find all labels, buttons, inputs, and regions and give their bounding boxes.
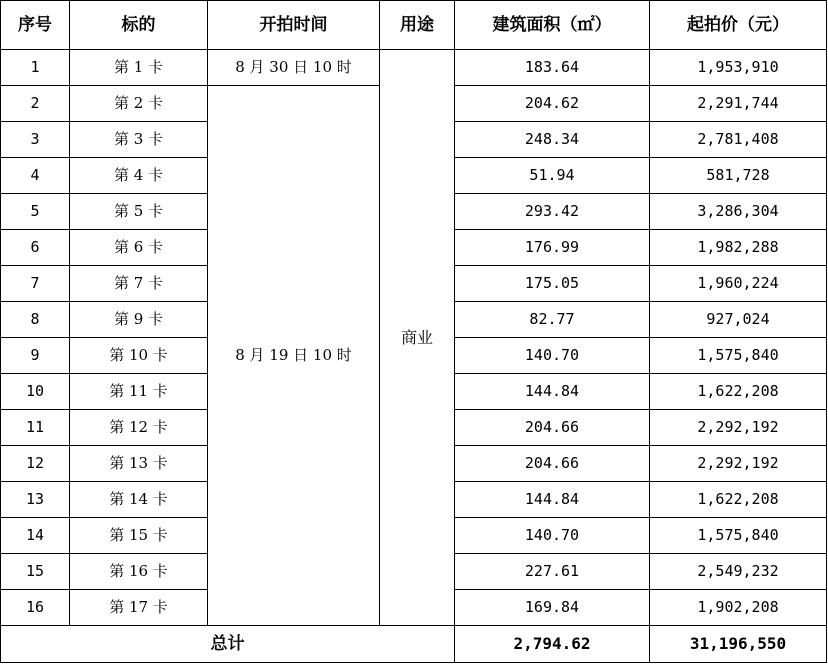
total-label: 总计 [1,626,455,663]
cell-area: 176.99 [455,230,650,266]
header-seq: 序号 [1,1,70,50]
header-lot: 标的 [70,1,208,50]
cell-area: 227.61 [455,554,650,590]
cell-area: 204.66 [455,446,650,482]
cell-area: 82.77 [455,302,650,338]
cell-area: 204.62 [455,86,650,122]
table-header [1,1,827,50]
cell-seq: 7 [1,266,70,302]
total-price: 31,196,550 [650,626,827,663]
header-area: 建筑面积（㎡） [455,1,650,50]
cell-lot: 第 5 卡 [70,194,208,230]
cell-price: 1,575,840 [650,338,827,374]
cell-area: 293.42 [455,194,650,230]
cell-time: 8 月 30 日 10 时 [208,50,380,86]
table-body [1,50,827,626]
header-row [1,1,827,50]
cell-price: 2,292,192 [650,446,827,482]
cell-lot: 第 4 卡 [70,158,208,194]
cell-seq: 1 [1,50,70,86]
header-use: 用途 [380,1,455,50]
cell-price: 2,292,192 [650,410,827,446]
cell-seq: 12 [1,446,70,482]
cell-price: 927,024 [650,302,827,338]
cell-price: 1,622,208 [650,482,827,518]
cell-seq: 15 [1,554,70,590]
cell-area: 140.70 [455,518,650,554]
cell-lot: 第 13 卡 [70,446,208,482]
cell-price: 1,902,208 [650,590,827,626]
cell-area: 183.64 [455,50,650,86]
total-row [1,626,827,663]
cell-area: 248.34 [455,122,650,158]
cell-lot: 第 6 卡 [70,230,208,266]
cell-seq: 14 [1,518,70,554]
cell-lot: 第 9 卡 [70,302,208,338]
cell-area: 144.84 [455,482,650,518]
cell-lot: 第 2 卡 [70,86,208,122]
cell-area: 175.05 [455,266,650,302]
cell-lot: 第 17 卡 [70,590,208,626]
cell-area: 51.94 [455,158,650,194]
cell-lot: 第 3 卡 [70,122,208,158]
table-row [1,50,827,86]
cell-area: 144.84 [455,374,650,410]
header-time: 开拍时间 [208,1,380,50]
cell-seq: 10 [1,374,70,410]
cell-price: 1,982,288 [650,230,827,266]
cell-price: 2,291,744 [650,86,827,122]
cell-time: 8 月 19 日 10 时 [208,86,380,626]
cell-seq: 3 [1,122,70,158]
cell-seq: 2 [1,86,70,122]
cell-price: 581,728 [650,158,827,194]
cell-price: 2,549,232 [650,554,827,590]
cell-lot: 第 10 卡 [70,338,208,374]
cell-price: 1,622,208 [650,374,827,410]
cell-use: 商业 [380,50,455,626]
total-area: 2,794.62 [455,626,650,663]
cell-area: 169.84 [455,590,650,626]
cell-lot: 第 15 卡 [70,518,208,554]
cell-seq: 8 [1,302,70,338]
cell-lot: 第 1 卡 [70,50,208,86]
cell-price: 1,953,910 [650,50,827,86]
cell-seq: 5 [1,194,70,230]
cell-lot: 第 16 卡 [70,554,208,590]
cell-seq: 16 [1,590,70,626]
cell-price: 1,960,224 [650,266,827,302]
cell-price: 2,781,408 [650,122,827,158]
cell-lot: 第 7 卡 [70,266,208,302]
table-footer [1,626,827,663]
cell-lot: 第 14 卡 [70,482,208,518]
cell-price: 3,286,304 [650,194,827,230]
cell-seq: 9 [1,338,70,374]
cell-area: 140.70 [455,338,650,374]
cell-seq: 4 [1,158,70,194]
cell-lot: 第 11 卡 [70,374,208,410]
header-price: 起拍价（元） [650,1,827,50]
cell-lot: 第 12 卡 [70,410,208,446]
cell-area: 204.66 [455,410,650,446]
cell-seq: 11 [1,410,70,446]
cell-seq: 13 [1,482,70,518]
cell-seq: 6 [1,230,70,266]
cell-price: 1,575,840 [650,518,827,554]
